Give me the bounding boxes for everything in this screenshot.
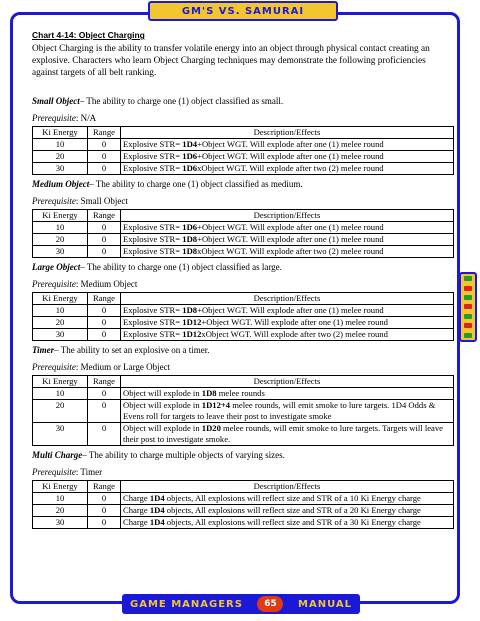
table-row	[33, 493, 454, 505]
description-text: +Object WGT. Will explode after one (1) melee round	[197, 234, 384, 244]
description-text: Explosive STR=	[123, 329, 183, 339]
table-row	[33, 305, 454, 317]
description-text: Charge	[123, 505, 150, 515]
table-row	[33, 423, 454, 446]
description-cell	[121, 151, 454, 163]
footer-banner	[122, 594, 360, 614]
footer-left-text: GAME MANAGERS	[130, 598, 243, 610]
description-text: Explosive STR=	[123, 246, 183, 256]
description-cell	[121, 505, 454, 517]
description-text: +Object WGT. Will explode after one (1) melee round	[197, 305, 384, 315]
table-header-cell: Ki Energy	[33, 293, 88, 305]
section-heading	[32, 449, 454, 461]
side-tab-mark	[464, 314, 472, 319]
table-header-cell: Range	[88, 481, 121, 493]
description-text: melee rounds	[216, 388, 265, 398]
dice-value: 1D12+4	[201, 400, 231, 410]
table-row	[33, 234, 454, 246]
description-text: Explosive STR=	[123, 305, 183, 315]
description-cell	[121, 246, 454, 258]
description-text: Charge	[123, 517, 150, 527]
ki-energy-cell: 10	[33, 222, 88, 234]
table-row	[33, 246, 454, 258]
dice-value: 1D6	[182, 151, 198, 161]
intro-paragraph: Object Charging is the ability to transfer volatile energy into an object through physical contact creating an explosive. Characters who learn Object Charging techniques may demonstrate the following proficiencies against targets of all belt ranking.	[32, 44, 430, 78]
description-text: +Object WGT. Will explode after one (1) melee round	[197, 139, 384, 149]
prerequisite-label: Prerequisite	[32, 467, 76, 477]
table-row	[33, 400, 454, 423]
description-text: Charge	[123, 493, 150, 503]
table-row	[33, 163, 454, 175]
side-tab	[459, 272, 477, 342]
ki-energy-cell: 20	[33, 505, 88, 517]
table-row	[33, 151, 454, 163]
table-header-row	[33, 376, 454, 388]
section-name: Multi Charge	[32, 450, 83, 460]
ki-energy-cell: 10	[33, 388, 88, 400]
side-tab-mark	[464, 333, 472, 338]
table-header-cell: Description/Effects	[121, 376, 454, 388]
section-heading	[32, 261, 454, 273]
table-row	[33, 317, 454, 329]
description-text: Explosive STR=	[123, 234, 183, 244]
dice-value: 1D8	[182, 246, 198, 256]
section-name: Large Object	[32, 262, 81, 272]
section-heading	[32, 95, 454, 107]
prerequisite-value: : N/A	[75, 113, 97, 123]
table-header-row	[33, 210, 454, 222]
dice-value: 1D8	[182, 305, 198, 315]
table-header-cell: Range	[88, 293, 121, 305]
ki-energy-cell: 20	[33, 234, 88, 246]
prerequisite-value: : Medium or Large Object	[75, 362, 171, 372]
prerequisite	[32, 112, 454, 124]
ki-energy-cell: 30	[33, 246, 88, 258]
section-description: – The ability to charge multiple objects of varying sizes.	[82, 450, 285, 460]
ki-energy-cell: 10	[33, 305, 88, 317]
prerequisite-label: Prerequisite	[32, 362, 76, 372]
table-header-cell: Range	[88, 210, 121, 222]
description-text: Explosive STR=	[123, 163, 183, 173]
section-description: – The ability to set an explosive on a timer.	[54, 345, 210, 355]
prerequisite-value: : Medium Object	[75, 279, 138, 289]
section-name: Small Object	[32, 96, 80, 106]
ki-energy-cell: 10	[33, 139, 88, 151]
ki-energy-cell: 30	[33, 163, 88, 175]
description-text: xObject WGT. Will explode after two (2) melee round	[197, 163, 384, 173]
description-text: objects, All explosions will reflect size and STR of a 20 Ki Energy charge	[164, 505, 421, 515]
range-cell: 0	[88, 139, 121, 151]
description-text: Object will explode in	[123, 388, 202, 398]
table-row	[33, 222, 454, 234]
description-text: xObject WGT. Will explode after two (2) melee round	[201, 329, 388, 339]
range-cell: 0	[88, 246, 121, 258]
range-cell: 0	[88, 517, 121, 529]
proficiency-table	[32, 480, 454, 529]
description-text: xObject WGT. Will explode after two (2) melee round	[197, 246, 384, 256]
range-cell: 0	[88, 151, 121, 163]
table-header-row	[33, 293, 454, 305]
ki-energy-cell: 20	[33, 317, 88, 329]
dice-value: 1D8	[201, 388, 217, 398]
document-body	[32, 30, 454, 529]
description-text: melee rounds, will emit smoke to lure targets. Targets will leave their post to investigate smoke.	[123, 423, 443, 444]
description-cell	[121, 139, 454, 151]
range-cell: 0	[88, 423, 121, 446]
side-tab-mark	[464, 295, 472, 300]
description-text: +Object WGT. Will explode after one (1) melee round	[197, 222, 384, 232]
description-text: melee rounds, will emit smoke to lure targets. 1D4 Odds & Evens roll for targets to leave their post to investigate smoke	[123, 400, 436, 421]
prerequisite-value: : Timer	[75, 467, 103, 477]
side-tab-mark	[464, 286, 472, 291]
description-cell	[121, 234, 454, 246]
prerequisite	[32, 361, 454, 373]
description-text: objects, All explosions will reflect size and STR of a 30 Ki Energy charge	[164, 517, 421, 527]
page-number: 65	[257, 596, 283, 612]
description-text: Explosive STR=	[123, 222, 183, 232]
table-header-cell: Ki Energy	[33, 481, 88, 493]
table-header-cell: Range	[88, 127, 121, 139]
description-cell	[121, 222, 454, 234]
table-row	[33, 329, 454, 341]
footer-right-text: MANUAL	[298, 598, 352, 610]
dice-value: 1D12	[182, 329, 202, 339]
description-cell	[121, 305, 454, 317]
dice-value: 1D4	[149, 517, 165, 527]
range-cell: 0	[88, 305, 121, 317]
table-row	[33, 517, 454, 529]
range-cell: 0	[88, 222, 121, 234]
range-cell: 0	[88, 400, 121, 423]
description-text: +Object WGT. Will explode after one (1) melee round	[201, 317, 388, 327]
range-cell: 0	[88, 505, 121, 517]
description-text: objects, All explosions will reflect size and STR of a 10 Ki Energy charge	[164, 493, 421, 503]
table-header-cell: Ki Energy	[33, 376, 88, 388]
table-header-cell: Description/Effects	[121, 127, 454, 139]
header-banner	[148, 1, 338, 21]
section-description: – The ability to charge one (1) object classified as small.	[79, 96, 284, 106]
side-tab-mark	[464, 304, 472, 309]
section-heading	[32, 178, 454, 190]
ki-energy-cell: 10	[33, 493, 88, 505]
range-cell: 0	[88, 493, 121, 505]
side-tab-mark	[464, 276, 472, 281]
side-tab-mark	[464, 323, 472, 328]
table-header-row	[33, 127, 454, 139]
description-cell	[121, 317, 454, 329]
range-cell: 0	[88, 388, 121, 400]
description-cell	[121, 329, 454, 341]
range-cell: 0	[88, 317, 121, 329]
ki-energy-cell: 20	[33, 400, 88, 423]
prerequisite	[32, 195, 454, 207]
ki-energy-cell: 30	[33, 329, 88, 341]
ki-energy-cell: 30	[33, 517, 88, 529]
table-row	[33, 505, 454, 517]
description-text: Explosive STR=	[123, 317, 183, 327]
section-name: Medium Object	[32, 179, 90, 189]
proficiency-table	[32, 126, 454, 175]
table-row	[33, 388, 454, 400]
description-cell	[121, 423, 454, 446]
range-cell: 0	[88, 329, 121, 341]
table-header-cell: Description/Effects	[121, 293, 454, 305]
table-header-cell: Ki Energy	[33, 210, 88, 222]
description-cell	[121, 400, 454, 423]
range-cell: 0	[88, 234, 121, 246]
ki-energy-cell: 30	[33, 423, 88, 446]
prerequisite-label: Prerequisite	[32, 113, 76, 123]
dice-value: 1D6	[182, 163, 198, 173]
prerequisite	[32, 466, 454, 478]
dice-value: 1D12	[182, 317, 202, 327]
section-description: – The ability to charge one (1) object classified as large.	[80, 262, 282, 272]
proficiency-table	[32, 375, 454, 446]
description-text: Object will explode in	[123, 423, 202, 433]
table-header-row	[33, 481, 454, 493]
dice-value: 1D8	[182, 234, 198, 244]
description-text: Explosive STR=	[123, 151, 183, 161]
range-cell: 0	[88, 163, 121, 175]
description-cell	[121, 517, 454, 529]
section-description: – The ability to charge one (1) object classified as medium.	[89, 179, 303, 189]
table-header-cell: Range	[88, 376, 121, 388]
prerequisite-value: : Small Object	[75, 196, 128, 206]
dice-value: 1D4	[149, 493, 165, 503]
table-header-cell: Description/Effects	[121, 481, 454, 493]
proficiency-table	[32, 292, 454, 341]
prerequisite-label: Prerequisite	[32, 196, 76, 206]
ki-energy-cell: 20	[33, 151, 88, 163]
description-cell	[121, 388, 454, 400]
description-text: Object will explode in	[123, 400, 202, 410]
description-cell	[121, 163, 454, 175]
description-text: +Object WGT. Will explode after one (1) melee round	[197, 151, 384, 161]
description-text: Explosive STR=	[123, 139, 183, 149]
table-header-cell: Description/Effects	[121, 210, 454, 222]
section-heading	[32, 344, 454, 356]
dice-value: 1D6	[182, 222, 198, 232]
dice-value: 1D20	[201, 423, 221, 433]
dice-value: 1D4	[182, 139, 198, 149]
chart-title: Chart 4-14: Object Charging	[32, 30, 145, 40]
dice-value: 1D4	[149, 505, 165, 515]
section-name: Timer	[32, 345, 55, 355]
prerequisite-label: Prerequisite	[32, 279, 76, 289]
table-row	[33, 139, 454, 151]
table-header-cell: Ki Energy	[33, 127, 88, 139]
prerequisite	[32, 278, 454, 290]
proficiency-table	[32, 209, 454, 258]
header-banner-text: GM'S VS. SAMURAI	[181, 5, 305, 17]
description-cell	[121, 493, 454, 505]
